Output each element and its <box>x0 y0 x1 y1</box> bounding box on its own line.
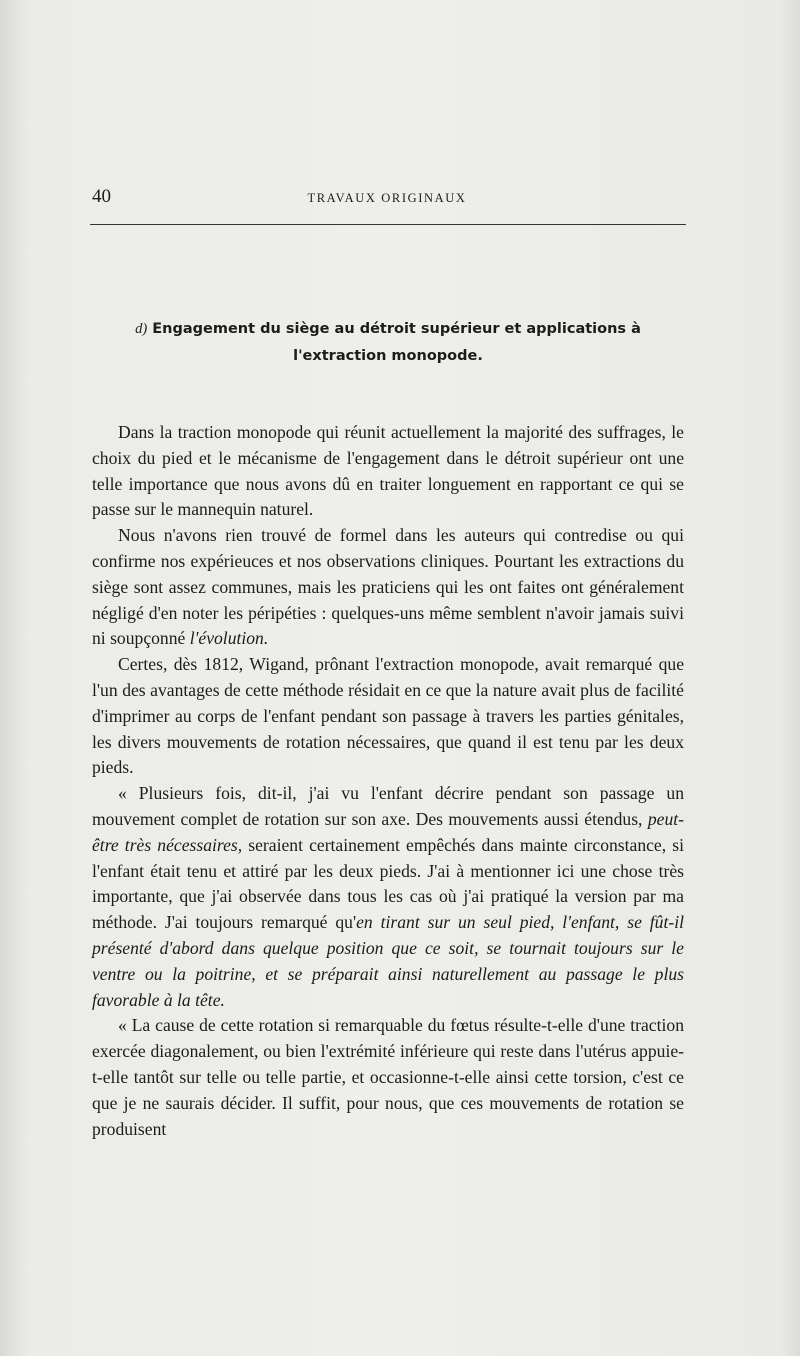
body-text <box>92 420 684 1142</box>
text-segment: « La cause de cette rotation si remarquable du fœtus résulte-t-elle d'une traction exercée diagonalement, ou bien l'extrémité inférieure qui reste dans l'utérus appuie-t-elle tantôt sur telle ou telle partie, et occasionne-t-elle ainsi cette torsion, c'est ce que je ne saurais décider. Il suffit, pour nous, que ces mouvements de rotation se produisent <box>92 1015 684 1139</box>
text-segment: seraient certainement empêchés dans mainte circonstance, si l'enfant était tenu et attiré par les deux pieds. J'ai à mentionner ici une chose très importante, que j'ai observée dans tous les cas où j'ai pratiqué la version par ma méthode. J'ai toujours remarqué qu' <box>92 834 684 933</box>
paragraph-2 <box>92 523 684 652</box>
running-title: TRAVAUX ORIGINAUX <box>307 191 467 205</box>
page-number: 40 <box>92 186 111 207</box>
italic-segment: en tirant sur un seul pied, l'enfant, se fût-il présenté d'abord dans quelque position que ce soit, se tournait toujours sur le ventre ou la poitrine, et se préparait ainsi naturellement au passage le plus favorable à la tête. <box>92 912 684 1010</box>
paragraph-5 <box>92 1013 684 1142</box>
section-heading <box>92 316 684 370</box>
text-segment: Certes, dès 1812, Wigand, prônant l'extraction monopode, avait remarqué que l'un des avantages de cette méthode résidait en ce que la nature avait plus de facilité d'imprimer au corps de l'enfant pendant son passage à travers les parties génitales, les divers mouvements de rotation nécessaires, que quand il est tenu par les deux pieds. <box>92 654 684 778</box>
italic-segment: l'évolution. <box>189 628 269 649</box>
paragraph-4 <box>92 781 684 1013</box>
italic-segment: peut-être très nécessaires, <box>92 808 684 855</box>
running-head <box>92 186 682 214</box>
section-label: d) <box>135 321 148 337</box>
text-segment: Dans la traction monopode qui réunit actuellement la majorité des suffrages, le choix du pied et le mécanisme de l'engagement dans le détroit supérieur ont une telle importance que nous avons dû en traiter longuement en rapportant ce qui se passe sur le mannequin naturel. <box>92 422 684 520</box>
paragraph-1 <box>92 420 684 523</box>
section-title: Engagement du siège au détroit supérieur et applications à l'extraction monopode. <box>152 321 641 364</box>
header-rule <box>90 224 686 225</box>
paragraph-3 <box>92 652 684 781</box>
text-segment: Nous n'avons rien trouvé de formel dans les auteurs qui contredise ou qui confirme nos expérieuces et nos observations cliniques. Pourtant les extractions du siège sont assez communes, mais les praticiens qui les ont faites ont généralement négligé d'en noter les péripéties : quelques-uns même semblent n'avoir jamais suivi ni soupçonné <box>92 525 684 649</box>
text-segment: « Plusieurs fois, dit-il, j'ai vu l'enfant décrire pendant son passage un mouvement complet de rotation sur son axe. Des mouvements aussi étendus, <box>92 783 684 829</box>
